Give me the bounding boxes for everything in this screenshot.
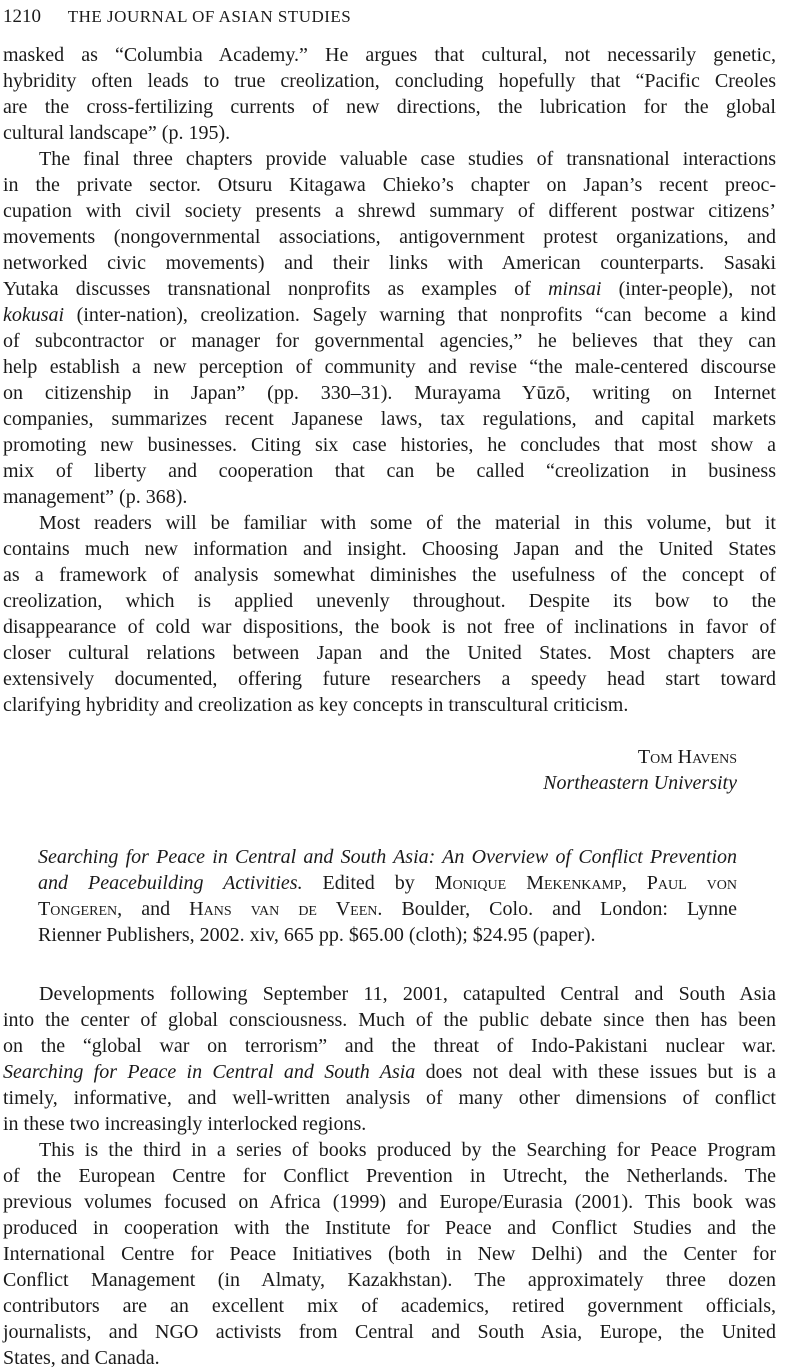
text-run: companies, summarizes recent Japanese laws, tax regulations, and capital markets <box>3 408 776 430</box>
italic-text: minsai <box>548 278 602 300</box>
text-line <box>3 224 776 250</box>
text-line <box>3 146 776 172</box>
text-line <box>3 510 776 536</box>
text-line <box>3 458 776 484</box>
text-run: does not deal with these issues but is a <box>415 1061 776 1083</box>
text-line <box>3 354 776 380</box>
text-line <box>38 870 737 896</box>
journal-title: THE JOURNAL OF ASIAN STUDIES <box>67 7 352 26</box>
text-line <box>3 536 776 562</box>
running-header <box>3 4 351 30</box>
text-line <box>3 42 776 68</box>
text-run: disappearance of cold war dispositions, the book is not free of inclinations in favor of <box>3 616 776 638</box>
text-line <box>3 276 776 302</box>
text-run: masked as “Columbia Academy.” He argues that cultural, not necessarily genetic, <box>3 44 776 66</box>
text-line <box>38 896 737 922</box>
text-line <box>3 94 776 120</box>
text-run: clarifying hybridity and creolization as key concepts in transcultural criticism. <box>3 694 629 716</box>
text-run: produced in cooperation with the Institute for Peace and Conflict Studies and the <box>3 1217 776 1239</box>
text-run: into the center of global consciousness. Much of the public debate since then has been <box>3 1009 776 1031</box>
text-line <box>3 68 776 94</box>
text-line <box>3 328 776 354</box>
text-run: mix of liberty and cooperation that can be called “creolization in business <box>3 460 776 482</box>
italic-text: kokusai <box>3 304 65 326</box>
text-run: in the private sector. Otsuru Kitagawa Chieko’s chapter on Japan’s recent preoc- <box>3 174 776 196</box>
text-run: (inter-nation), creolization. Sagely warning that nonprofits “can become a kind <box>64 304 776 326</box>
paragraph <box>3 510 776 718</box>
text-run: of subcontractor or manager for governmental agencies,” he believes that they can <box>3 330 776 352</box>
text-run: (inter-people), not <box>601 278 776 300</box>
text-line <box>3 588 776 614</box>
text-line <box>3 1059 776 1085</box>
text-run: and <box>122 898 190 920</box>
text-run: closer cultural relations between Japan and the United States. Most chapters are <box>3 642 776 664</box>
text-run: International Centre for Peace Initiatives (both in New Delhi) and the Center for <box>3 1243 776 1265</box>
text-line <box>3 981 776 1007</box>
page-number: 1210 <box>3 6 41 27</box>
text-run: The final three chapters provide valuable case studies of transnational interactions <box>39 148 776 170</box>
text-line <box>3 1111 776 1137</box>
text-run: cupation with civil society presents a shrewd summary of different postwar citizens’ <box>3 200 776 222</box>
text-run: promoting new businesses. Citing six case histories, he concludes that most show a <box>3 434 776 456</box>
text-line <box>3 120 776 146</box>
text-run: cultural landscape” (p. 195). <box>3 122 231 144</box>
text-line <box>3 198 776 224</box>
text-line <box>3 692 776 718</box>
text-run: contributors are an excellent mix of academics, retired government officials, <box>3 1295 776 1317</box>
italic-text: and Peacebuilding Activities. <box>38 872 303 894</box>
text-run: Rienner Publishers, 2002. xiv, 665 pp. $65.00 (cloth); $24.95 (paper). <box>38 924 596 946</box>
text-line <box>3 250 776 276</box>
text-run: States, and Canada. <box>3 1347 160 1369</box>
text-line <box>3 1319 776 1345</box>
text-line <box>3 614 776 640</box>
paragraph <box>3 981 776 1137</box>
text-run: are the cross-fertilizing currents of new directions, the lubrication for the global <box>3 96 776 118</box>
text-line <box>3 1033 776 1059</box>
text-line <box>3 1007 776 1033</box>
text-run: Edited by <box>302 872 435 894</box>
small-caps-text: Monique Mekenkamp, Paul von <box>434 872 737 894</box>
text-line <box>3 666 776 692</box>
text-run: of the European Centre for Conflict Prevention in Utrecht, the Netherlands. The <box>3 1165 776 1187</box>
text-run: hybridity often leads to true creolization, concluding hopefully that “Pacific Creoles <box>3 70 776 92</box>
text-line <box>3 1215 776 1241</box>
reviewer-name: Tom Havens <box>637 746 737 768</box>
text-run: in these two increasingly interlocked regions. <box>3 1113 367 1135</box>
text-run: timely, informative, and well-written analysis of many other dimensions of conflict <box>3 1087 776 1109</box>
text-run: networked civic movements) and their links with American counterparts. Sasaki <box>3 252 776 274</box>
review-1-body <box>3 42 776 718</box>
italic-text: Searching for Peace in Central and South Asia: An Overview of Conflict Prevention <box>38 846 737 868</box>
text-run: extensively documented, offering future researchers a speedy head start toward <box>3 668 776 690</box>
text-line <box>3 1163 776 1189</box>
text-line <box>3 484 776 510</box>
italic-text: Searching for Peace in Central and South Asia <box>3 1061 416 1083</box>
paragraph <box>3 42 776 146</box>
text-run: Yutaka discusses transnational nonprofits as examples of <box>3 278 549 300</box>
text-line <box>3 432 776 458</box>
text-run: management” (p. 368). <box>3 486 188 508</box>
text-run: Boulder, Colo. and London: Lynne <box>382 898 737 920</box>
review-2-body <box>3 981 776 1371</box>
text-line <box>3 1085 776 1111</box>
text-line <box>3 640 776 666</box>
text-line <box>3 172 776 198</box>
reviewer-affiliation: Northeastern University <box>543 772 737 794</box>
paragraph <box>3 146 776 510</box>
text-run: help establish a new perception of community and revise “the male-centered discourse <box>3 356 776 378</box>
text-line <box>3 1345 776 1371</box>
text-run: Conflict Management (in Almaty, Kazakhstan). The approximately three dozen <box>3 1269 776 1291</box>
text-line <box>3 406 776 432</box>
review-1-signature <box>3 744 737 796</box>
text-line <box>3 1189 776 1215</box>
text-line <box>38 844 737 870</box>
text-run: contains much new information and insight. Choosing Japan and the United States <box>3 538 776 560</box>
text-line <box>3 1241 776 1267</box>
text-line <box>3 1293 776 1319</box>
text-run: on the “global war on terrorism” and the threat of Indo-Pakistani nuclear war. <box>3 1035 776 1057</box>
text-run: movements (nongovernmental associations, antigovernment protest organizations, and <box>3 226 776 248</box>
text-run: on citizenship in Japan” (pp. 330–31). Murayama Yūzō, writing on Internet <box>3 382 776 404</box>
text-run: creolization, which is applied unevenly throughout. Despite its bow to the <box>3 590 776 612</box>
text-line <box>3 562 776 588</box>
text-run: Most readers will be familiar with some of the material in this volume, but it <box>39 512 776 534</box>
text-run: This is the third in a series of books produced by the Searching for Peace Program <box>39 1139 776 1161</box>
text-line <box>38 922 737 948</box>
text-run: Developments following September 11, 2001, catapulted Central and South Asia <box>39 983 776 1005</box>
small-caps-text: Hans van de Veen. <box>189 898 383 920</box>
small-caps-text: Tongeren, <box>38 898 123 920</box>
text-line <box>3 1137 776 1163</box>
text-line <box>3 302 776 328</box>
text-line <box>3 1267 776 1293</box>
text-run: as a framework of analysis somewhat diminishes the usefulness of the concept of <box>3 564 776 586</box>
book-citation <box>38 844 737 948</box>
text-run: journalists, and NGO activists from Central and South Asia, Europe, the United <box>3 1321 776 1343</box>
paragraph <box>3 1137 776 1371</box>
text-run: previous volumes focused on Africa (1999) and Europe/Eurasia (2001). This book was <box>3 1191 776 1213</box>
text-line <box>3 380 776 406</box>
